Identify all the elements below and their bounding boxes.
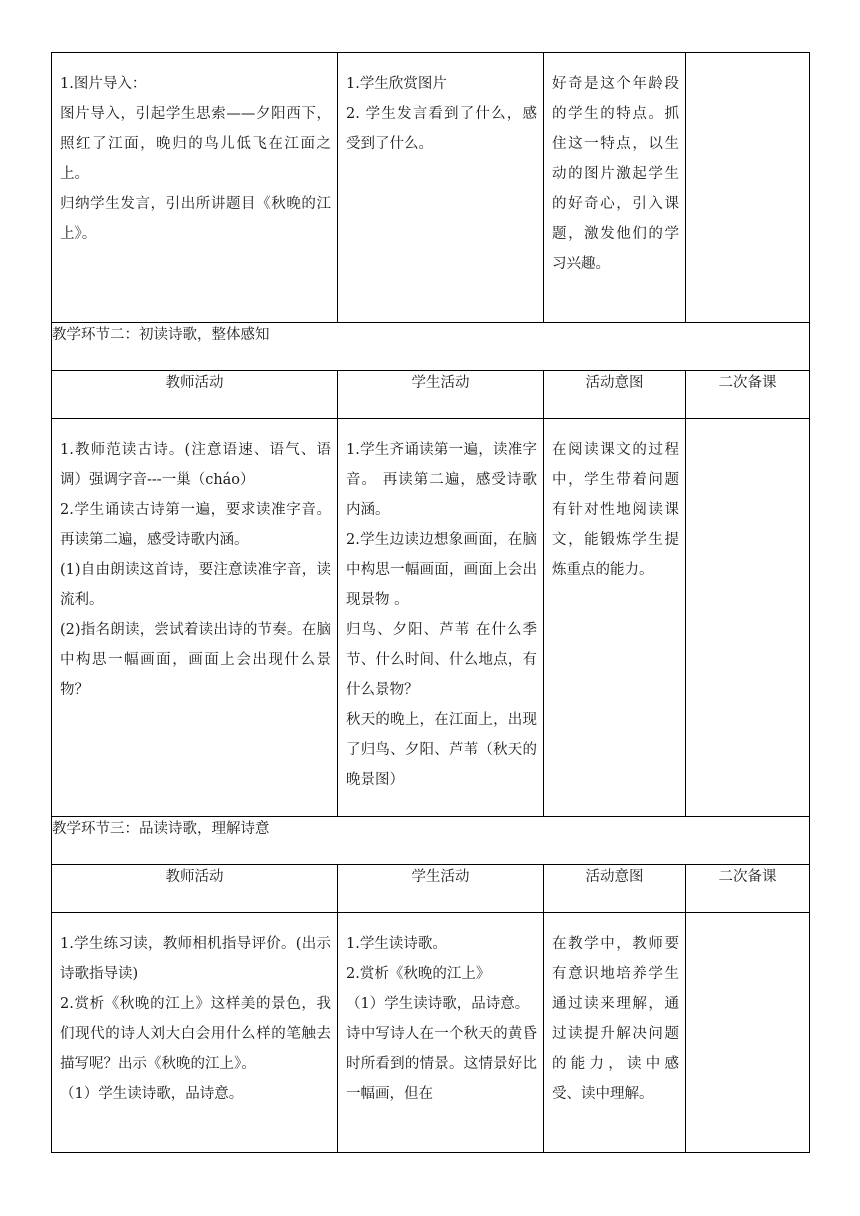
paragraph: （1）学生读诗歌，品诗意。 bbox=[60, 1086, 244, 1102]
paragraph: (2)指名朗读，尝试着读出诗的节奏。在脑中构思一幅画面，画面上会出现什么景物？ bbox=[60, 622, 331, 698]
paragraph: 1.学生欣赏图片 bbox=[346, 76, 447, 92]
paragraph: 2.学生诵读古诗第一遍，要求读准字音。再读第二遍，感受诗歌内涵。 bbox=[60, 502, 331, 548]
paragraph: （1）学生读诗歌，品诗意。 bbox=[346, 996, 530, 1012]
paragraph: 在教学中，教师要有意识地培养学生通过读来理解，通过读提升解决问题的能力，读中感受、读中理解。 bbox=[552, 936, 679, 1102]
header-row bbox=[52, 371, 810, 419]
lesson-plan-table bbox=[51, 52, 810, 1153]
section-title: 教学环节二：初读诗歌，整体感知 bbox=[52, 323, 810, 371]
section-title: 教学环节三：品读诗歌，理解诗意 bbox=[52, 817, 810, 865]
paragraph: 1.教师范读古诗。(注意语速、语气、语调）强调字音---一巢（cháo） bbox=[60, 442, 331, 488]
header-student-activity: 学生活动 bbox=[338, 371, 544, 419]
paragraph: 1.学生读诗歌。 bbox=[346, 936, 447, 952]
second-prep-cell bbox=[686, 913, 810, 1153]
header-teacher-activity: 教师活动 bbox=[52, 371, 338, 419]
header-second-prep: 二次备课 bbox=[686, 371, 810, 419]
section-title-row bbox=[52, 323, 810, 371]
paragraph: 2.赏析《秋晚的江上》这样美的景色，我们现代的诗人刘大白会用什么样的笔触去描写呢？出示《秋晚的江上》。 bbox=[60, 996, 331, 1072]
paragraph: 好奇是这个年龄段的学生的特点。抓住这一特点，以生动的图片激起学生的好奇心，引入课题，激发他们的学习兴趣。 bbox=[552, 76, 679, 272]
table-row bbox=[52, 913, 810, 1153]
paragraph: 归纳学生发言，引出所讲题目《秋晚的江上》。 bbox=[60, 196, 331, 242]
student-activity-cell bbox=[338, 913, 544, 1153]
paragraph: 1.图片导入： bbox=[60, 76, 147, 92]
teacher-activity-cell bbox=[52, 913, 338, 1153]
activity-intent-cell bbox=[544, 913, 686, 1153]
paragraph: 秋天的晚上，在江面上，出现了归鸟、夕阳、芦苇（秋天的晚景图） bbox=[346, 712, 537, 788]
student-activity-cell bbox=[338, 53, 544, 323]
activity-intent-cell bbox=[544, 419, 686, 817]
teacher-activity-cell bbox=[52, 419, 338, 817]
header-student-activity: 学生活动 bbox=[338, 865, 544, 913]
second-prep-cell bbox=[686, 53, 810, 323]
table-row bbox=[52, 419, 810, 817]
paragraph: 在阅读课文的过程中，学生带着问题有针对性地阅读课文，能锻炼学生提炼重点的能力。 bbox=[552, 442, 679, 578]
second-prep-cell bbox=[686, 419, 810, 817]
paragraph: 1.学生齐诵读第一遍，读准字音。 再读第二遍，感受诗歌内涵。 bbox=[346, 442, 537, 518]
header-teacher-activity: 教师活动 bbox=[52, 865, 338, 913]
section-title-row bbox=[52, 817, 810, 865]
paragraph: (1)自由朗读这首诗，要注意读准字音，读流利。 bbox=[60, 562, 331, 608]
header-activity-intent: 活动意图 bbox=[544, 865, 686, 913]
paragraph: 图片导入，引起学生思索——夕阳西下，照红了江面，晚归的鸟儿低飞在江面之上。 bbox=[60, 106, 331, 182]
teacher-activity-cell bbox=[52, 53, 338, 323]
paragraph: 1.学生练习读，教师相机指导评价。(出示诗歌指导读) bbox=[60, 936, 331, 982]
student-activity-cell bbox=[338, 419, 544, 817]
header-second-prep: 二次备课 bbox=[686, 865, 810, 913]
paragraph: 归鸟、夕阳、芦苇 在什么季节、什么时间、什么地点，有什么景物？ bbox=[346, 622, 537, 698]
paragraph: 2. 学生发言看到了什么，感受到了什么。 bbox=[346, 106, 537, 152]
header-activity-intent: 活动意图 bbox=[544, 371, 686, 419]
paragraph: 2.赏析《秋晚的江上》 bbox=[346, 966, 491, 982]
paragraph: 诗中写诗人在一个秋天的黄昏时所看到的情景。这情景好比一幅画，但在 bbox=[346, 1026, 537, 1102]
table-row bbox=[52, 53, 810, 323]
header-row bbox=[52, 865, 810, 913]
activity-intent-cell bbox=[544, 53, 686, 323]
paragraph: 2.学生边读边想象画面，在脑中构思一幅画面，画面上会出现景物 。 bbox=[346, 532, 537, 608]
